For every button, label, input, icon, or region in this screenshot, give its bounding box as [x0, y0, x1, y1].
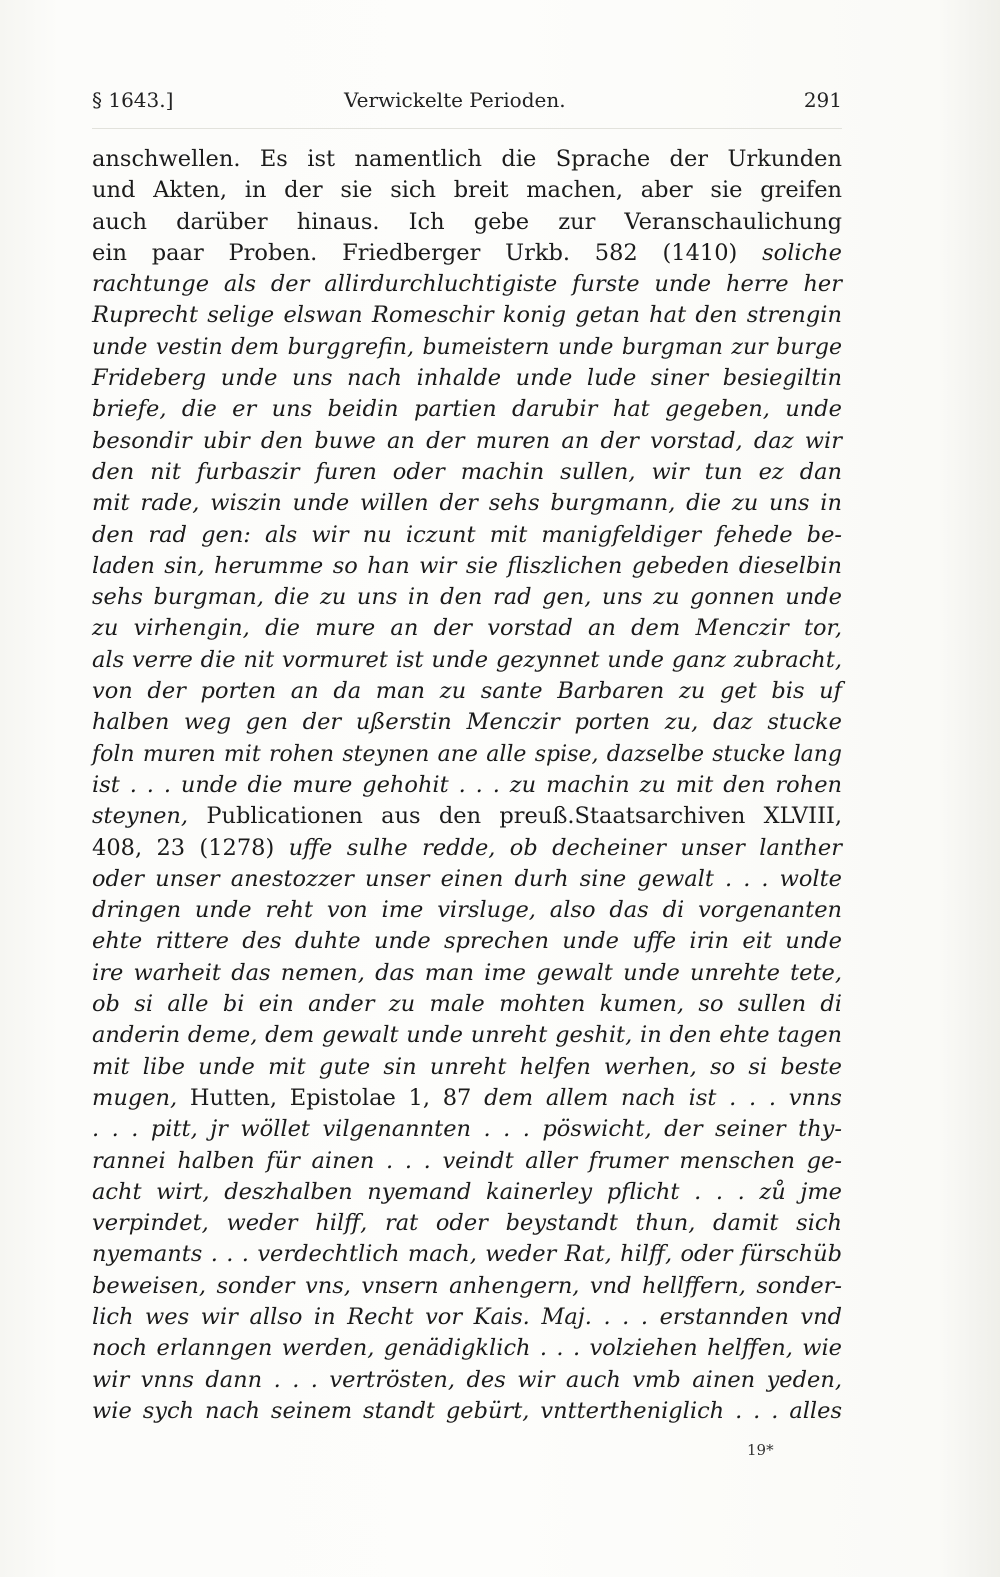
- text-segment: und Akten, in der sie sich breit machen, aber sie greifen: [92, 177, 842, 204]
- text-segment: Hutten, Epistolae 1, 87: [177, 1084, 472, 1111]
- text-line: [92, 613, 842, 644]
- text-segment: unde vestin dem burggrefin, bumeistern unde burgman zur burge: [92, 334, 842, 360]
- text-line: [92, 207, 842, 238]
- text-segment: ehte rittere des duhte unde sprechen unde uffe irin eit unde: [92, 928, 842, 955]
- text-segment: als verre die nit vormuret ist unde gezynnet unde ganz zubracht,: [92, 646, 842, 673]
- text-segment: lich wes wir allso in Recht vor Kais. Maj. . . . erstannden vnd: [92, 1303, 842, 1330]
- text-line: [92, 1271, 842, 1302]
- text-segment: von der porten an da man zu sante Barbaren zu get bis uf: [92, 678, 842, 705]
- text-segment: wir vnns dann . . . vertrösten, des wir auch vmb ainen yeden,: [92, 1366, 842, 1393]
- text-segment: verpindet, weder hilff, rat oder beystandt thun, damit sich: [92, 1210, 842, 1237]
- text-line: [92, 739, 842, 770]
- text-line: [92, 958, 842, 989]
- text-line: [92, 332, 842, 363]
- text-line: [92, 363, 842, 394]
- text-line: [92, 457, 842, 488]
- text-segment: noch erlanngen werden, genädigklich . . . volziehen helffen, wie: [92, 1335, 842, 1362]
- text-segment: beweisen, sonder vns, vnsern anhengern, vnd hellffern, sonder-: [92, 1272, 842, 1299]
- text-line: [92, 989, 842, 1020]
- text-segment: laden sin, herumme so han wir sie fliszlichen gebeden dieselbin: [92, 552, 842, 579]
- text-segment: ob si alle bi ein ander zu male mohten kumen, so sullen di: [92, 991, 842, 1018]
- text-line: [92, 1114, 842, 1145]
- text-segment: . . . pitt, jr wöllet vilgenannten . . . pöswicht, der seiner thy-: [92, 1116, 842, 1143]
- text-line: [92, 488, 842, 519]
- text-segment: Ruprecht selige elswan Romeschir konig getan hat den strengin: [92, 302, 842, 329]
- text-segment: briefe, die er uns beidin partien darubir hat gegeben, unde: [92, 396, 842, 423]
- text-segment: besondir ubir den buwe an der muren an der vorstad, daz wir: [92, 427, 842, 454]
- text-line: [92, 895, 842, 926]
- text-segment: den rad gen: als wir nu iczunt mit manigfeldiger fehede be-: [92, 521, 842, 548]
- text-segment: dem allem nach ist . . . vnns: [471, 1084, 842, 1111]
- text-line: [92, 582, 842, 613]
- text-line: [92, 1146, 842, 1177]
- text-line: [92, 801, 842, 832]
- text-segment: acht wirt, deszhalben nyemand kainerley pflicht . . . zů jme: [92, 1178, 842, 1205]
- text-segment: wie sych nach seinem standt gebürt, vnttertheniglich . . . alles: [92, 1397, 842, 1424]
- running-header: [92, 82, 842, 122]
- text-segment: auch darüber hinaus. Ich gebe zur Veranschaulichung: [92, 208, 842, 235]
- running-title: Verwickelte Perioden.: [344, 88, 566, 112]
- section-number: § 1643.]: [92, 88, 174, 112]
- text-line: [92, 144, 842, 175]
- text-segment: den nit furbaszir furen oder machin sullen, wir tun ez dan: [92, 458, 842, 485]
- text-line: [92, 770, 842, 801]
- header-rule: [92, 128, 842, 129]
- text-segment: foln muren mit rohen steynen ane alle spise, dazselbe stucke lang: [92, 741, 842, 767]
- text-segment: sehs burgman, die zu uns in den rad gen, uns zu gonnen unde: [92, 584, 842, 611]
- text-line: [92, 1333, 842, 1364]
- text-segment: rannei halben für ainen . . . veindt aller frumer menschen ge-: [92, 1147, 842, 1174]
- text-segment: soliche: [737, 239, 842, 266]
- text-segment: anschwellen. Es ist namentlich die Sprache der Urkunden: [92, 146, 842, 172]
- text-line: [92, 238, 842, 269]
- text-segment: halben weg gen der ußerstin Menczir porten zu, daz stucke: [92, 709, 842, 736]
- text-segment: zu virhengin, die mure an der vorstad an dem Menczir tor,: [92, 615, 842, 642]
- text-segment: steynen,: [92, 803, 189, 830]
- text-line: [92, 1396, 842, 1427]
- text-line: [92, 426, 842, 457]
- signature-mark: 19*: [747, 1441, 774, 1459]
- text-line: [92, 300, 842, 331]
- text-segment: dringen unde reht von ime virsluge, also das di vorgenanten: [92, 897, 842, 924]
- text-line: [92, 707, 842, 738]
- text-segment: Frideberg unde uns nach inhalde unde lude siner besiegiltin: [92, 365, 842, 392]
- text-line: [92, 864, 842, 895]
- text-line: [92, 1177, 842, 1208]
- text-line: [92, 833, 842, 864]
- text-segment: ist . . . unde die mure gehohit . . . zu machin zu mit den rohen: [92, 771, 842, 798]
- text-line: [92, 1239, 842, 1270]
- text-segment: oder unser anestozzer unser einen durh sine gewalt . . . wolte: [92, 865, 842, 892]
- text-line: [92, 269, 842, 300]
- text-line: [92, 645, 842, 676]
- text-line: [92, 551, 842, 582]
- text-line: [92, 676, 842, 707]
- text-segment: mit libe unde mit gute sin unreht helfen werhen, so si beste: [92, 1053, 842, 1080]
- text-line: [92, 1083, 842, 1114]
- text-line: [92, 926, 842, 957]
- text-segment: ire warheit das nemen, das man ime gewalt unde unrehte tete,: [92, 959, 842, 986]
- text-segment: mugen,: [92, 1084, 178, 1111]
- text-segment: nyemants . . . verdechtlich mach, weder Rat, hilff, oder fürschüb: [92, 1241, 842, 1268]
- text-segment: 408, 23 (1278): [92, 834, 275, 861]
- text-line: [92, 175, 842, 206]
- text-line: [92, 520, 842, 551]
- body-text: [92, 144, 842, 1427]
- text-line: [92, 1302, 842, 1333]
- text-line: [92, 1208, 842, 1239]
- text-segment: Publicationen aus den preuß.Staatsarchiven XLVIII,: [188, 803, 842, 830]
- page-number: 291: [803, 88, 842, 112]
- text-line: [92, 1020, 842, 1051]
- text-segment: ein paar Proben. Friedberger Urkb. 582 (1410): [92, 239, 738, 266]
- text-segment: rachtunge als der allirdurchluchtigiste furste unde herre her: [92, 271, 842, 298]
- text-line: [92, 1052, 842, 1083]
- text-segment: mit rade, wiszin unde willen der sehs burgmann, die zu uns in: [92, 490, 842, 517]
- text-line: [92, 1365, 842, 1396]
- text-line: [92, 394, 842, 425]
- text-segment: uffe sulhe redde, ob decheiner unser lanther: [274, 834, 842, 861]
- text-segment: anderin deme, dem gewalt unde unreht geshit, in den ehte tagen: [92, 1022, 842, 1049]
